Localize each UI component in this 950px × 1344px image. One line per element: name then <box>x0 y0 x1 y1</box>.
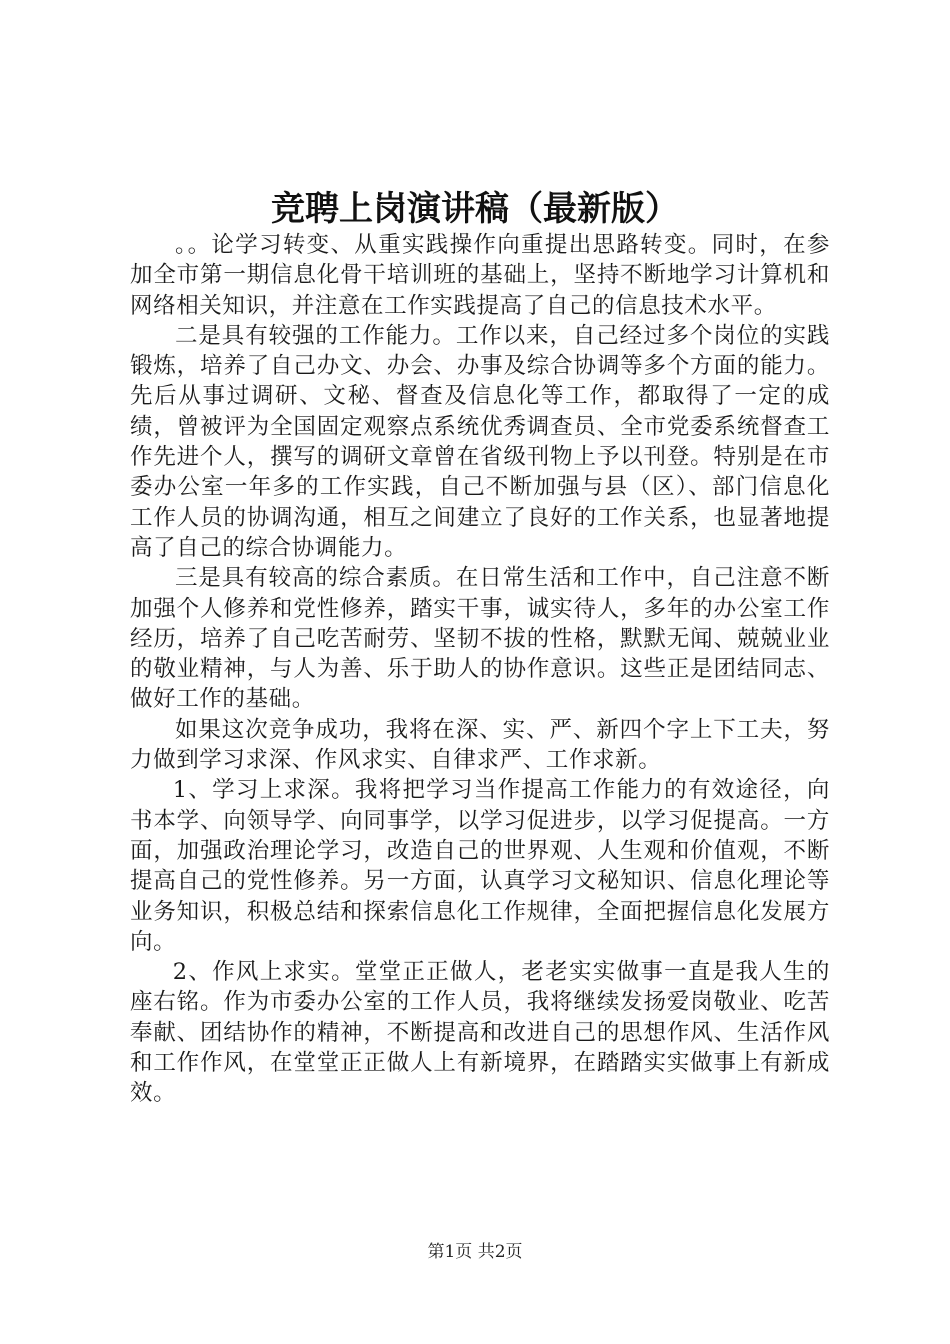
document-body <box>130 230 830 1109</box>
paragraph-5: 1、学习上求深。我将把学习当作提高工作能力的有效途径，向书本学、向领导学、向同事学，以学习促进步，以学习促提高。一方面，加强政治理论学习，改造自己的世界观、人生观和价值观，不断提高自己的党性修养。另一方面，认真学习文秘知识、信息化理论等业务知识，积极总结和探索信息化工作规律，全面把握信息化发展方向。 <box>130 777 830 955</box>
document-title: 竞聘上岗演讲稿（最新版） <box>271 189 679 229</box>
paragraph-4: 如果这次竞争成功，我将在深、实、严、新四个字上下工夫，努力做到学习求深、作风求实、自律求严、工作求新。 <box>130 716 830 774</box>
paragraph-2: 二是具有较强的工作能力。工作以来，自己经过多个岗位的实践锻炼，培养了自己办文、办会、办事及综合协调等多个方面的能力。先后从事过调研、文秘、督查及信息化等工作，都取得了一定的成绩，曾被评为全国固定观察点系统优秀调查员、全市党委系统督查工作先进个人，撰写的调研文章曾在省级刊物上予以刊登。特别是在市委办公室一年多的工作实践，自己不断加强与县（区）、部门信息化工作人员的协调沟通，相互之间建立了良好的工作关系，也显著地提高了自己的综合协调能力。 <box>130 322 830 561</box>
page-footer: 第1页 共2页 <box>427 1242 523 1262</box>
paragraph-3: 三是具有较高的综合素质。在日常生活和工作中，自己注意不断加强个人修养和党性修养，踏实干事，诚实待人，多年的办公室工作经历，培养了自己吃苦耐劳、坚韧不拔的性格，默默无闻、兢兢业业的敬业精神，与人为善、乐于助人的协作意识。这些正是团结同志、做好工作的基础。 <box>130 565 830 713</box>
paragraph-6: 2、作风上求实。堂堂正正做人，老老实实做事一直是我人生的座右铭。作为市委办公室的工作人员，我将继续发扬爱岗敬业、吃苦奉献、团结协作的精神，不断提高和改进自己的思想作风、生活作风和工作作风，在堂堂正正做人上有新境界，在踏踏实实做事上有新成效。 <box>130 959 830 1107</box>
paragraph-1: 。。论学习转变、从重实践操作向重提出思路转变。同时，在参加全市第一期信息化骨干培训班的基础上，坚持不断地学习计算机和网络相关知识，并注意在工作实践提高了自己的信息技术水平。 <box>130 232 830 319</box>
